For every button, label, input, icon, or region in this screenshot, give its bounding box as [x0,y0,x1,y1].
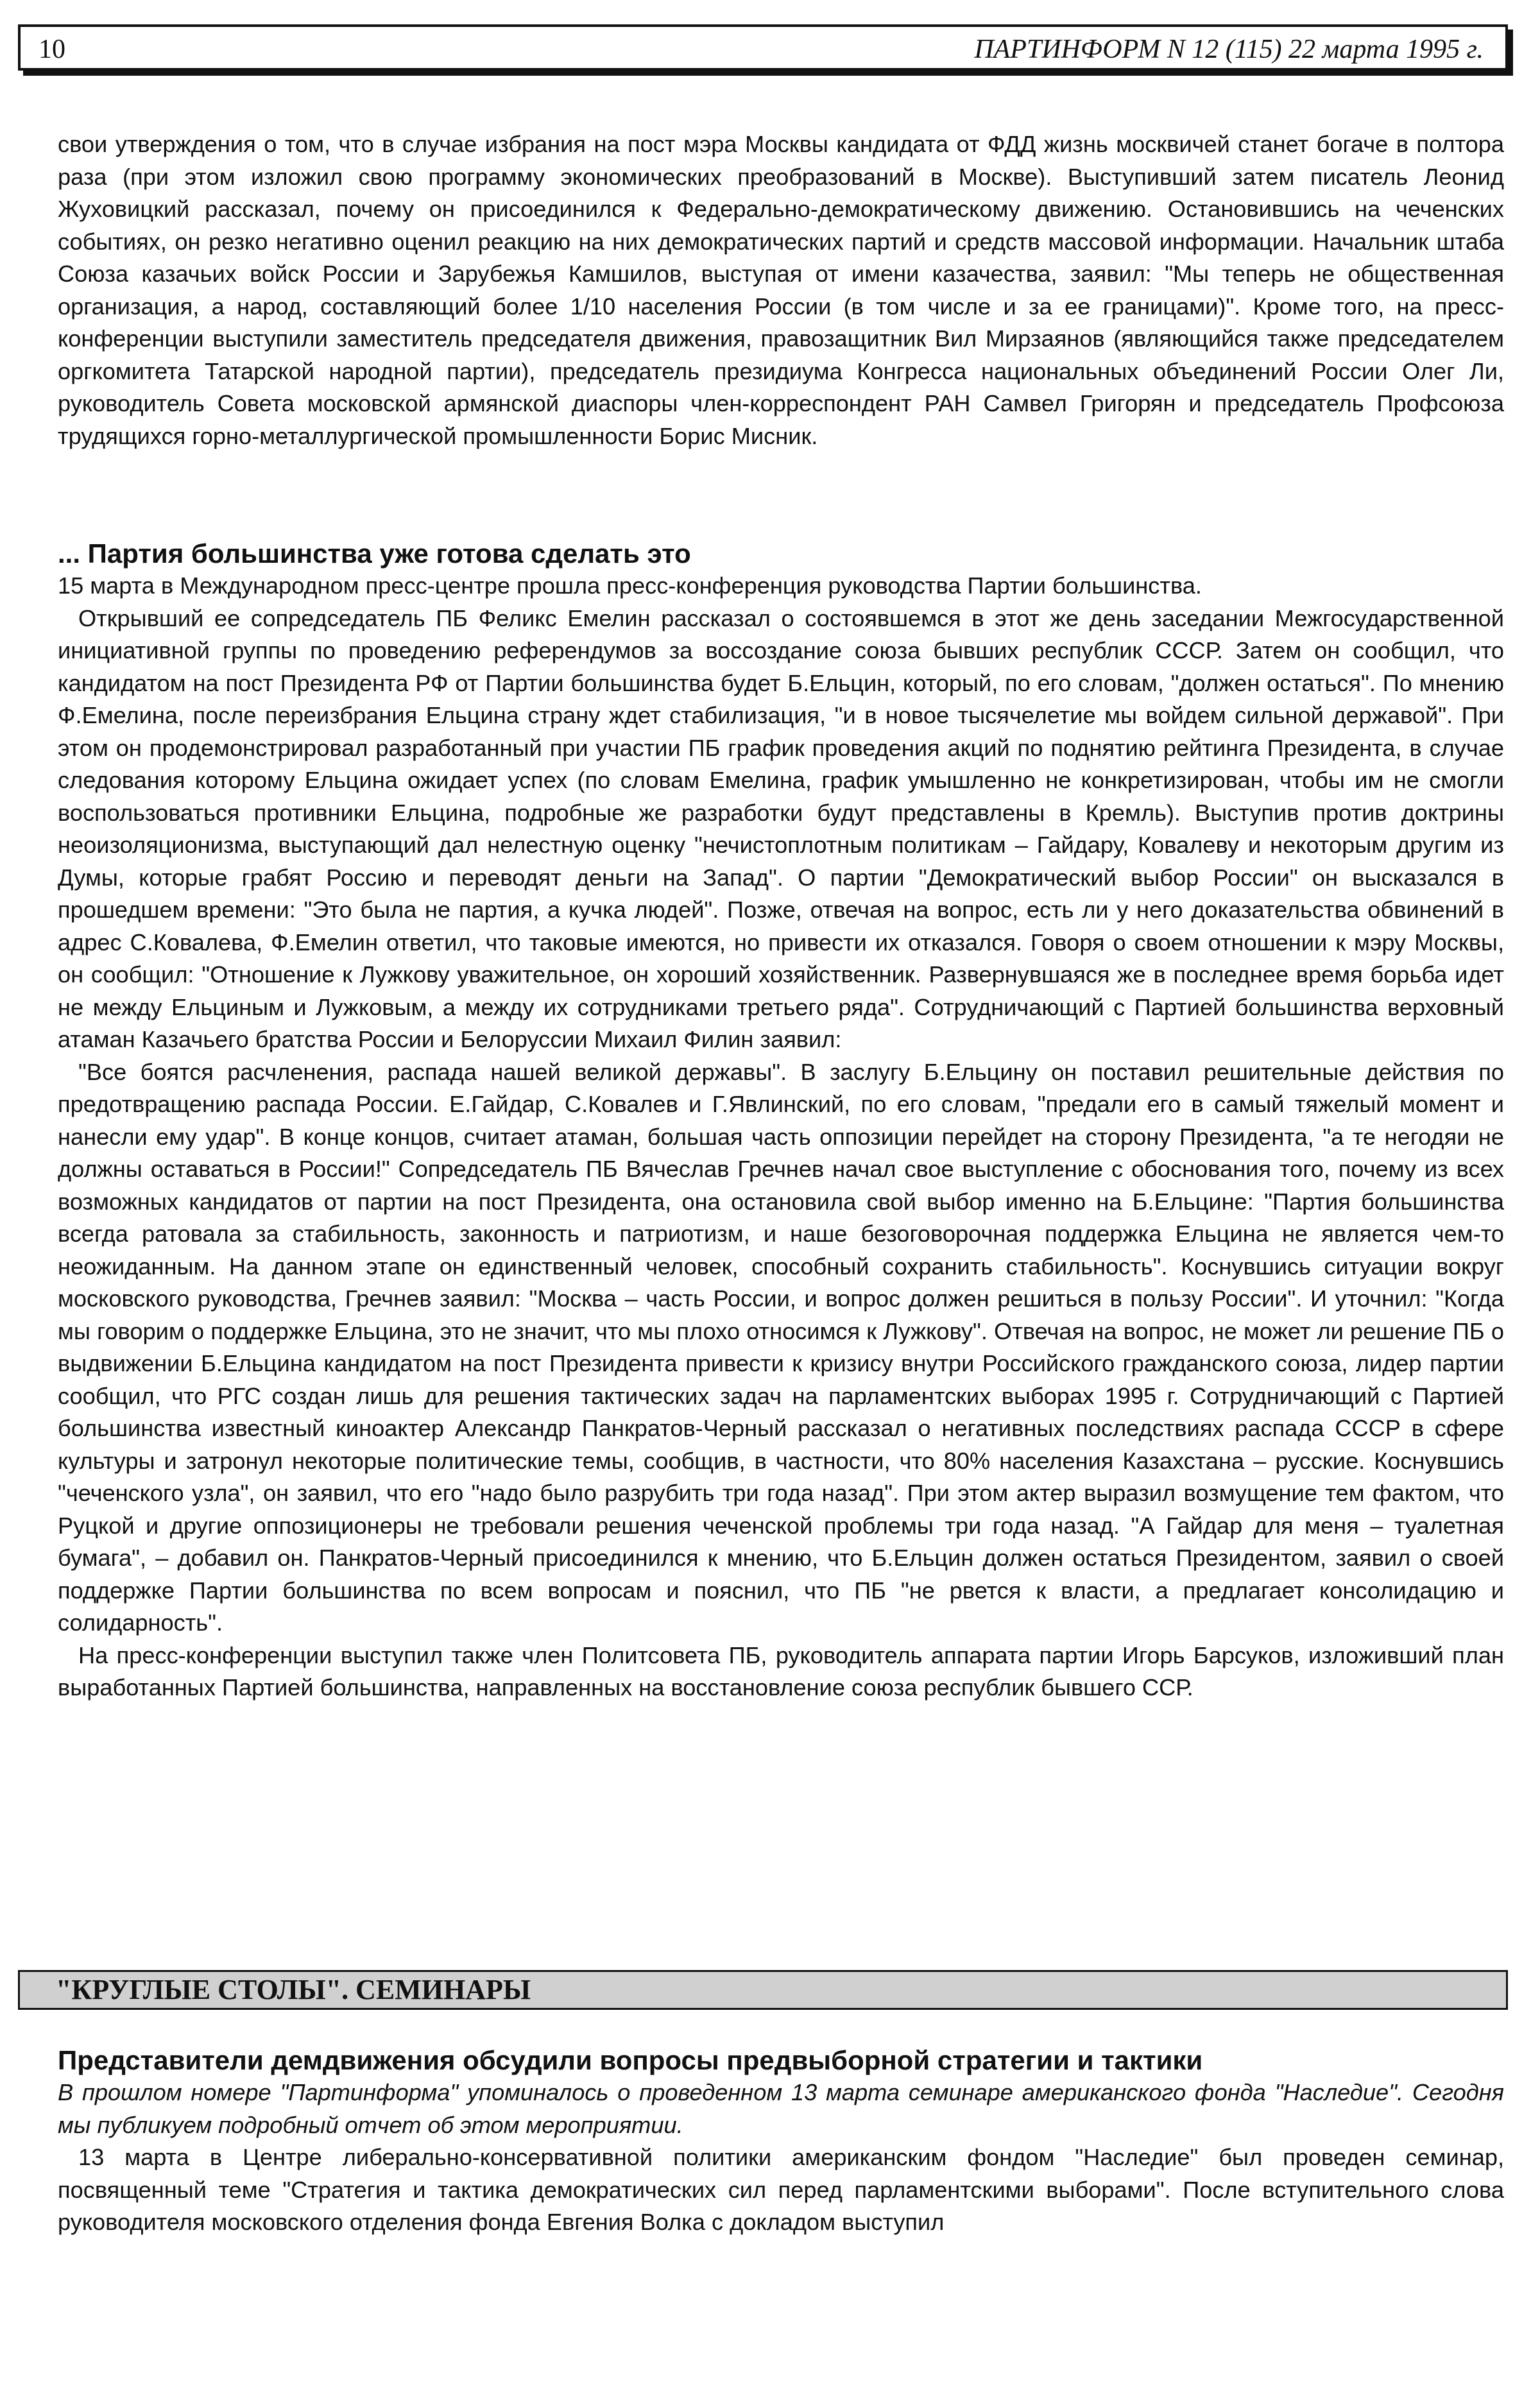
intro-paragraph: свои утверждения о том, что в случае избрания на пост мэра Москвы кандидата от ФДД жизнь москвичей станет богаче в полтора раза (при этом изложил свою программу экономических преобразований в Москве). Выступивший затем писатель Леонид Жуховицкий рассказал, почему он присоединился к Федерально-демократическому движению. Остановившись на чеченских событиях, он резко негативно оценил реакцию на них демократических партий и средств массовой информации. Начальник штаба Союза казачьих войск России и Зарубежья Камшилов, выступая от имени казачества, заявил: "Мы теперь не общественная организация, а народ, составляющий более 1/10 населения России (в том числе и за ее границами)". Кроме того, на пресс-конференции выступили заместитель председателя движения, правозащитник Вил Мирзаянов (являющийся также председателем оргкомитета Татарской народной партии), председатель президиума Конгресса национальных объединений России Олег Ли, руководитель Совета московской армянской диаспоры член-корреспондент РАН Самвел Григорян и председатель Профсоюза трудящихся горно-металлургической промышленности Борис Мисник. [58,131,1504,449]
article-title: Представители демдвижения обсудили вопросы предвыборной стратегии и тактики [58,2045,1203,2075]
article-democratic-movement [58,2044,1504,2239]
page-header [18,24,1508,71]
article-title: ... Партия большинства уже готова сделать это [58,538,691,569]
article-lead: В прошлом номере "Партинформа" упоминалось о проведенном 13 марта семинаре американского фонда "Наследие". Сегодня мы публикуем подробный отчет об этом мероприятии. [58,2079,1504,2138]
article-paragraph: 13 марта в Центре либерально-консервативной политики американским фондом "Наследие" был проведен семинар, посвященный теме "Стратегия и тактика демократических сил перед парламентскими выборами". После вступительного слова руководителя московского отделения фонда Евгения Волка с докладом выступил [58,2144,1504,2235]
intro-block [58,128,1504,452]
page-number: 10 [38,35,65,64]
article-paragraph: На пресс-конференции выступил также член Политсовета ПБ, руководитель аппарата партии Игорь Барсуков, изложивший план выработанных Партией большинства, направленных на восстановление союза республик бывшего ССР. [58,1641,1504,1701]
article-paragraph: Открывший ее сопредседатель ПБ Феликс Емелин рассказал о состоявшемся в этот же день заседании Межгосударственной инициативной группы по проведению референдумов за воссоздание союза бывших республик СССР. Затем он сообщил, что кандидатом на пост Президента РФ от Партии большинства будет Б.Ельцин, который, по его словам, "должен остаться". По мнению Ф.Емелина, после переизбрания Ельцина страну ждет стабилизация, "и в новое тысячелетие мы войдем сильной державой". При этом он продемонстрировал разработанный при участии ПБ график проведения акций по поднятию рейтинга Президента, в случае следования которому Ельцина ожидает успех (по словам Емелина, график умышленно не конкретизирован, чтобы им не смогли воспользоваться противники Ельцина, подробные же разработки будут представлены в Кремль). Выступив против доктрины неоизоляционизма, выступающий дал нелестную оценку "нечистоплотным политикам – Гайдару, Ковалеву и некоторым другим из Думы, которые грабят Россию и переводят деньги на Запад". О партии "Демократический выбор России" он высказался в прошедшем времени: "Это была не партия, а кучка людей". Позже, отвечая на вопрос, есть ли у него доказательства обвинений в адрес С.Ковалева, Ф.Емелин ответил, что таковые имеются, но привести их отказался. Говоря о своем отношении к мэру Москвы, он сообщил: "Отношение к Лужкову уважительное, он хороший хозяйственник. Развернувшаяся же в последнее время борьба идет не между Ельциным и Лужковым, а между их сотрудниками третьего ряда". Сотрудничающий с Партией большинства верховный атаман Казачьего братства России и Белоруссии Михаил Филин заявил: [58,604,1504,1052]
article-majority-party [58,538,1504,1704]
article-paragraph: 15 марта в Международном пресс-центре прошла пресс-конференция руководства Партии большинства. [58,572,1202,599]
issue-info: ПАРТИНФОРМ N 12 (115) 22 марта 1995 г. [974,35,1484,64]
article-paragraph: "Все боятся расчленения, распада нашей великой державы". В заслугу Б.Ельцину он поставил решительные действия по предотвращению распада России. Е.Гайдар, С.Ковалев и Г.Явлинский, по его словам, "предали его в самый тяжелый момент и нанесли ему удар". В конце концов, считает атаман, большая часть оппозиции перейдет на сторону Президента, "а те негодяи не должны оставаться в России!" Сопредседатель ПБ Вячеслав Гречнев начал свое выступление с обоснования того, почему из всех возможных кандидатов от партии на пост Президента, она остановила свой выбор именно на Б.Ельцине: "Партия большинства всегда ратовала за стабильность, законность и патриотизм, и наше безоговорочная поддержка Ельцина не является чем-то неожиданным. На данном этапе он единственный человек, способный сохранить стабильность". Коснувшись ситуации вокруг московского руководства, Гречнев заявил: "Москва – часть России, и вопрос должен решиться в пользу России". И уточнил: "Когда мы говорим о поддержке Ельцина, это не значит, что мы плохо относимся к Лужкову". Отвечая на вопрос, не может ли решение ПБ о выдвижении Б.Ельцина кандидатом на пост Президента привести к кризису внутри Российского гражданского союза, лидер партии сообщил, что РГС создан лишь для решения тактических задач на парламентских выборах 1995 г. Сотрудничающий с Партией большинства известный киноактер Александр Панкратов-Черный рассказал о негативных последствиях распада СССР в сфере культуры и затронул некоторые политические темы, сообщив, в частности, что 80% населения Казахстана – русские. Коснувшись "чеченского узла", он заявил, что его "надо было разрубить три года назад". При этом актер выразил возмущение тем фактом, что Руцкой и другие оппозиционеры не требовали решения чеченской проблемы три года назад. "А Гайдар для меня – туалетная бумага", – добавил он. Панкратов-Черный присоединился к мнению, что Б.Ельцин должен остаться Президентом, заявил о своей поддержке Партии большинства по всем вопросам и пояснил, что ПБ "не рвется к власти, а предлагает консолидацию и солидарность". [58,1058,1504,1636]
section-heading: "КРУГЛЫЕ СТОЛЫ". СЕМИНАРЫ [18,1970,1508,2010]
